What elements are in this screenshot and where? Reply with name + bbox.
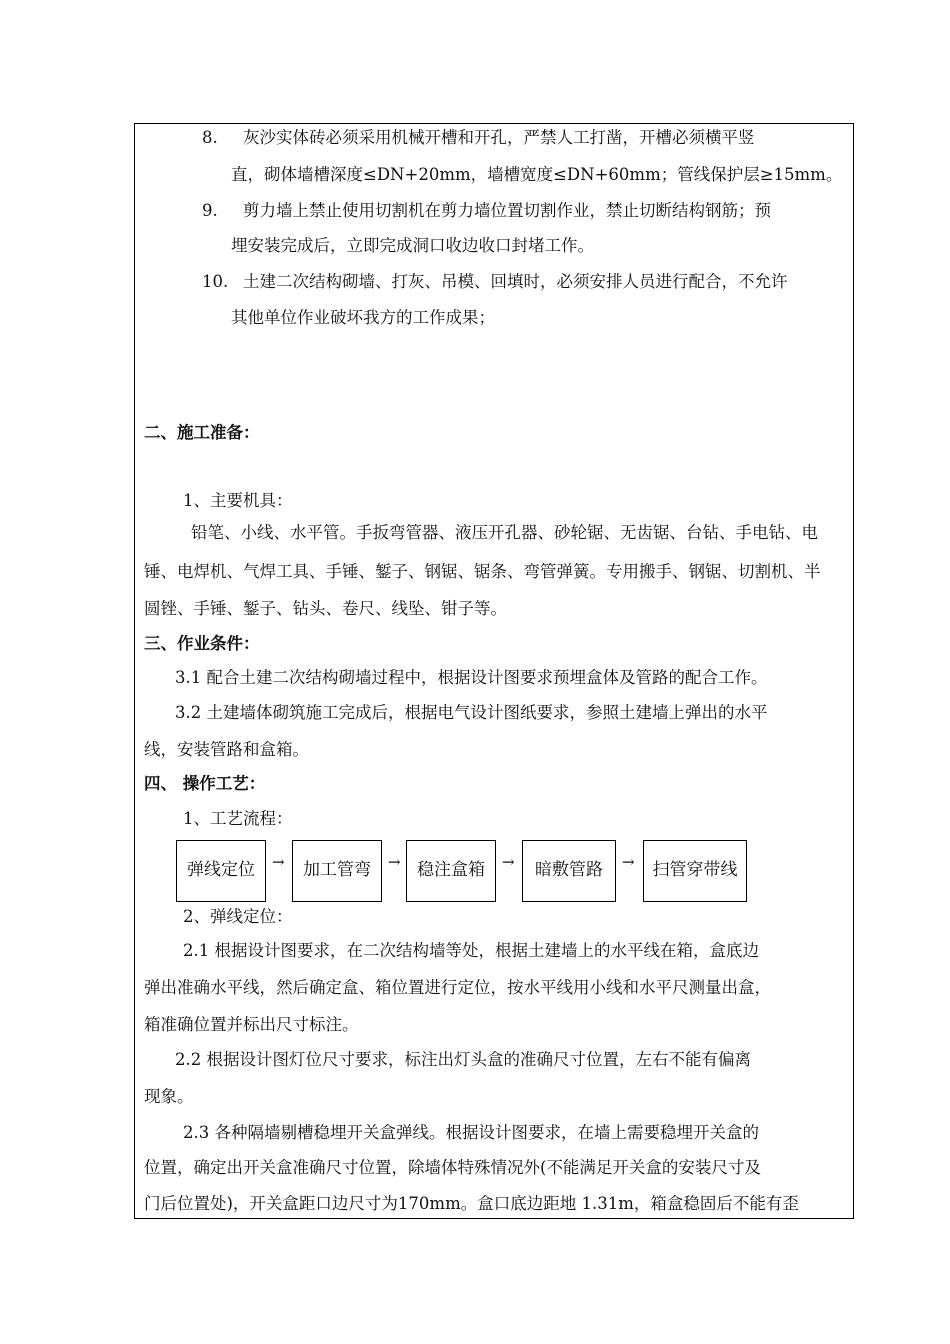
flow-step-3: 稳注盒箱	[406, 840, 496, 902]
section-3-heading: 三、作业条件：	[144, 634, 260, 653]
condition-3-2-line-2: 线，安装管路和盒箱。	[144, 740, 309, 759]
item-9-line-2: 埋安装完成后，立即完成洞口收边收口封堵工作。	[231, 236, 594, 255]
flow-arrow-2: →	[388, 853, 401, 871]
tools-line-3: 圆锉、手锤、錾子、钻头、卷尺、线坠、钳子等。	[144, 599, 507, 618]
condition-3-2-line-1: 3.2 土建墙体砌筑施工完成后，根据电气设计图纸要求，参照土建墙上弹出的水平	[175, 703, 768, 722]
flow-arrow-1: →	[272, 853, 285, 871]
flow-step-1: 弹线定位	[176, 840, 266, 902]
para-2-1-line-1: 2.1 根据设计图要求，在二次结构墙等处，根据土建墙上的水平线在箱，盒底边	[183, 941, 759, 960]
item-8-line-2: 直，砌体墙槽深度≤DN+20mm，墙槽宽度≤DN+60mm；管线保护层≥15mm。	[231, 165, 843, 184]
para-2-2-line-2: 现象。	[144, 1087, 194, 1106]
line-marking-subheading: 2、弹线定位：	[183, 907, 293, 926]
flow-arrow-3: →	[502, 853, 515, 871]
para-2-2-line-1: 2.2 根据设计图灯位尺寸要求，标注出灯头盒的准确尺寸位置，左右不能有偏离	[175, 1050, 751, 1069]
item-10-line-1: 土建二次结构砌墙、打灰、吊模、回填时，必须安排人员进行配合，不允许	[243, 272, 788, 291]
section-4-heading: 四、 操作工艺：	[144, 774, 266, 793]
item-8-line-1: 灰沙实体砖必须采用机械开槽和开孔，严禁人工打凿，开槽必须横平竖	[243, 128, 755, 147]
section-2-subheading: 1、主要机具：	[183, 491, 293, 510]
item-10-number: 10.	[202, 272, 229, 291]
item-8-number: 8.	[202, 128, 218, 147]
item-9-line-1: 剪力墙上禁止使用切割机在剪力墙位置切割作业，禁止切断结构钢筋；预	[243, 201, 771, 220]
process-flow-subheading: 1、工艺流程：	[183, 809, 293, 828]
tools-line-1: 铅笔、小线、水平管。手扳弯管器、液压开孔器、砂轮锯、无齿锯、台钻、手电钻、电	[191, 523, 818, 542]
para-2-1-line-3: 箱准确位置并标出尺寸标注。	[144, 1015, 359, 1034]
tools-line-2: 锤、电焊机、气焊工具、手锤、錾子、钢锯、锯条、弯管弹簧。专用搬手、钢锯、切割机、半	[144, 562, 821, 581]
section-2-heading: 二、施工准备：	[144, 423, 260, 442]
flow-arrow-4: →	[622, 853, 635, 871]
item-9-number: 9.	[202, 201, 218, 220]
flow-step-4: 暗敷管路	[522, 840, 616, 902]
para-2-3-line-1: 2.3 各种隔墙剔槽稳埋开关盒弹线。根据设计图要求，在墙上需要稳埋开关盒的	[183, 1123, 759, 1142]
flow-step-2: 加工管弯	[292, 840, 382, 902]
item-10-line-2: 其他单位作业破坏我方的工作成果；	[231, 308, 495, 327]
condition-3-1: 3.1 配合土建二次结构砌墙过程中，根据设计图要求预埋盒体及管路的配合工作。	[175, 668, 768, 687]
para-2-3-line-2: 位置，确定出开关盒准确尺寸位置，除墙体特殊情况外(不能满足开关盒的安装尺寸及	[144, 1158, 761, 1177]
para-2-1-line-2: 弹出准确水平线，然后确定盒、箱位置进行定位，按水平线用小线和水平尺测量出盒，	[144, 978, 771, 997]
flow-step-5: 扫管穿带线	[643, 840, 747, 902]
para-2-3-line-3: 门后位置处)，开关盒距口边尺寸为170mm。盒口底边距地 1.31m，箱盒稳固后不能有歪	[144, 1194, 799, 1213]
